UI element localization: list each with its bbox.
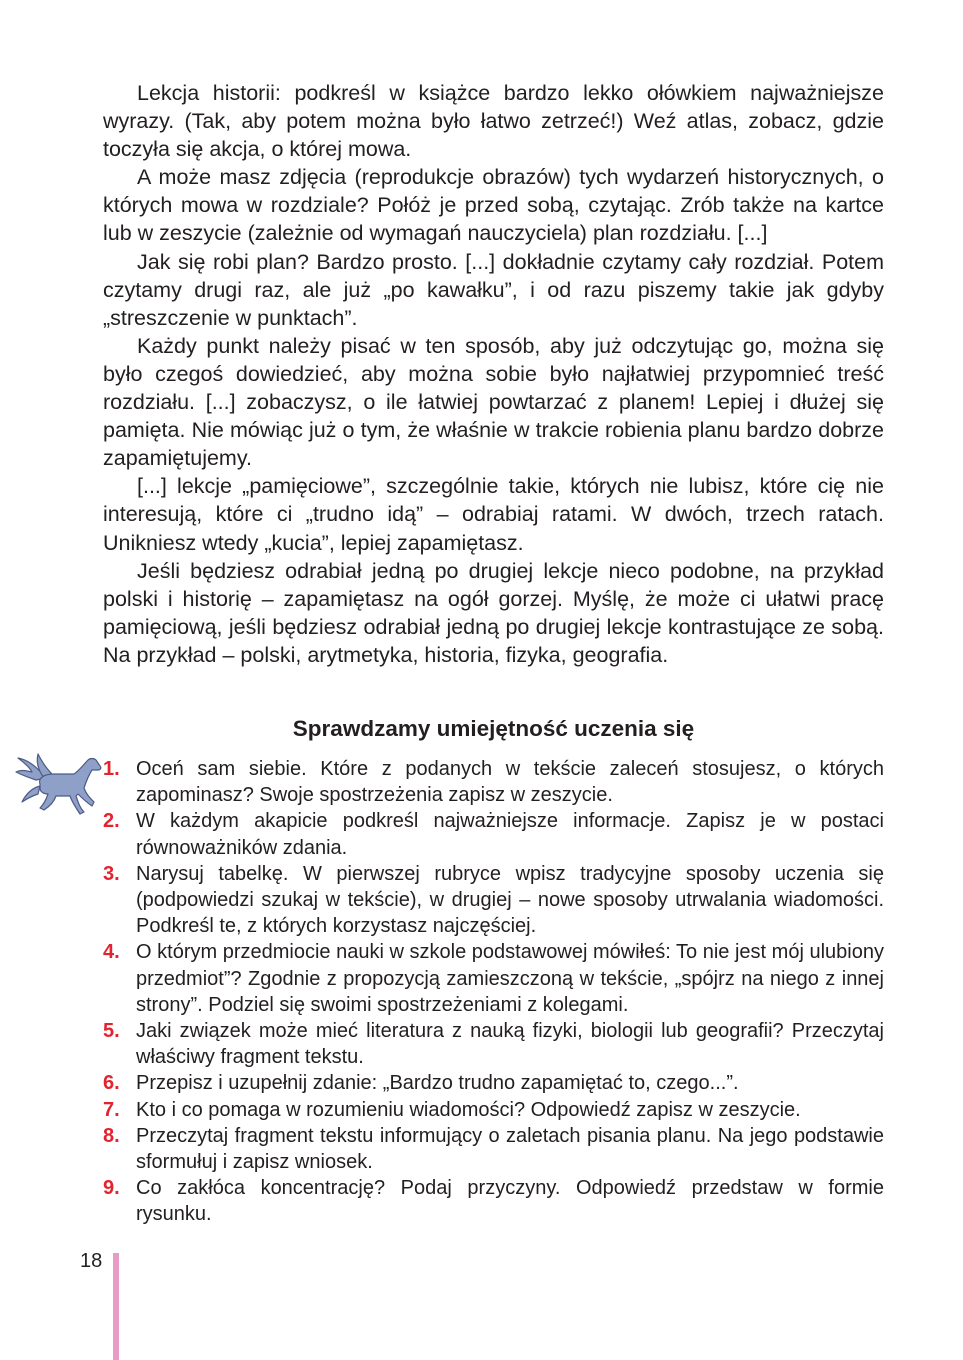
section-title: Sprawdzamy umiejętność uczenia się [292,716,695,741]
task-number: 9. [103,1177,120,1200]
task-number: 2. [103,810,120,833]
list-item [103,939,884,1018]
reading-text [103,79,884,669]
task-number: 3. [103,862,120,885]
list-item [103,861,884,940]
list-item [103,1175,884,1227]
list-item [103,808,884,860]
paragraph: A może masz zdjęcia (reprodukcje obrazów) tych wydarzeń historycznych, o których mowa w rozdziale? Połóż je przed sobą, czytając. Zrób także na kartce lub w zeszycie (zależnie od wymagań nauczyciela) plan rozdziału. [...] [103,165,884,246]
paragraph: Lekcja historii: podkreśl w książce bardzo lekko ołówkiem najważniejsze wyrazy. (Tak, aby potem można było łatwo zetrzeć!) Weź atlas, zobacz, gdzie toczyła się akcja, o której mowa. [103,81,884,162]
task-text: Narysuj tabelkę. W pierwszej rubryce wpisz tradycyjne sposoby uczenia się (podpowiedzi szukaj w tekście), w drugiej – nowe sposoby utrwalania wiadomości. Podkreśl te, z których korzystasz najczęściej. [136,862,884,938]
paragraph: [...] lekcje „pamięciowe”, szczególnie takie, których nie lubisz, które cię nie interesują, które ci „trudno idą” – odrabiaj ratami. W dwóch, trzech ratach. Unikniesz wtedy „kucia”, lepiej zapamiętasz. [103,474,884,555]
task-number: 1. [103,758,120,780]
task-list [103,756,884,1228]
task-text: Co zakłóca koncentrację? Podaj przyczyny. Odpowiedź przedstaw w formie rysunku. [136,1177,884,1226]
page-margin-bar [113,1253,119,1360]
task-text: Oceń sam siebie. Które z podanych w tekście zaleceń stosujesz, o których zapominasz? Swoje spostrzeżenia zapisz w zeszycie. [136,758,884,807]
paragraph: Każdy punkt należy pisać w ten sposób, aby już odczytując go, można się było czegoś dowiedzieć, aby można sobie było najłatwiej przypomnieć treść rozdziału. [...] zobaczysz, o ile łatwiej powtarzać z planem! Lepiej i dłużej się pamięta. Nie mówiąc już o tym, że właśnie w trakcie robienia planu bardzo dobrze zapamiętujemy. [103,333,884,471]
list-item [103,1123,884,1175]
pegasus-icon [14,748,106,824]
task-text: Jaki związek może mieć literatura z nauką fizyki, biologii lub geografii? Przeczytaj właściwy fragment tekstu. [136,1020,884,1069]
paragraph: Jeśli będziesz odrabiał jedną po drugiej lekcje nieco podobne, na przykład polski i historię – zapamiętasz na ogół gorzej. Myślę, że może ci ułatwi pracę pamięciową, jeśli będziesz odrabiał jedną po drugiej lekcje kontrastujące ze sobą. Na przykład – polski, arytmetyka, historia, fizyka, geografia. [103,558,884,667]
list-item [103,1097,884,1123]
task-number: 4. [103,941,120,964]
task-number: 7. [103,1098,120,1121]
list-item [103,1070,884,1096]
task-text: O którym przedmiocie nauki w szkole podstawowej mówiłeś: To nie jest mój ulubiony przedmiot”? Zgodnie z propozycją zamieszczoną w tekście, „spójrz na niego z innej strony”. Podziel się swoimi spostrzeżeniami z kolegami. [136,941,884,1016]
page-number: 18 [80,1250,103,1272]
task-number: 6. [103,1072,120,1095]
task-number: 8. [103,1124,120,1147]
task-text: Przeczytaj fragment tekstu informujący o zaletach pisania planu. Na jego podstawie sformułuj i zapisz wniosek. [136,1124,884,1174]
list-item [103,756,884,808]
paragraph: Jak się robi plan? Bardzo prosto. [...] dokładnie czytamy cały rozdział. Potem czytamy drugi raz, ale już „po kawałku”, i od razu piszemy takie jak gdyby „streszczenie w punktach”. [103,249,884,330]
task-number: 5. [103,1020,120,1043]
list-item [103,1018,884,1070]
task-text: Kto i co pomaga w rozumieniu wiadomości? Odpowiedź zapisz w zeszycie. [136,1098,801,1121]
task-text: Przepisz i uzupełnij zdanie: „Bardzo trudno zapamiętać to, czego...”. [136,1072,739,1095]
task-text: W każdym akapicie podkreśl najważniejsze informacje. Zapisz je w postaci równoważników zdania. [136,810,884,859]
